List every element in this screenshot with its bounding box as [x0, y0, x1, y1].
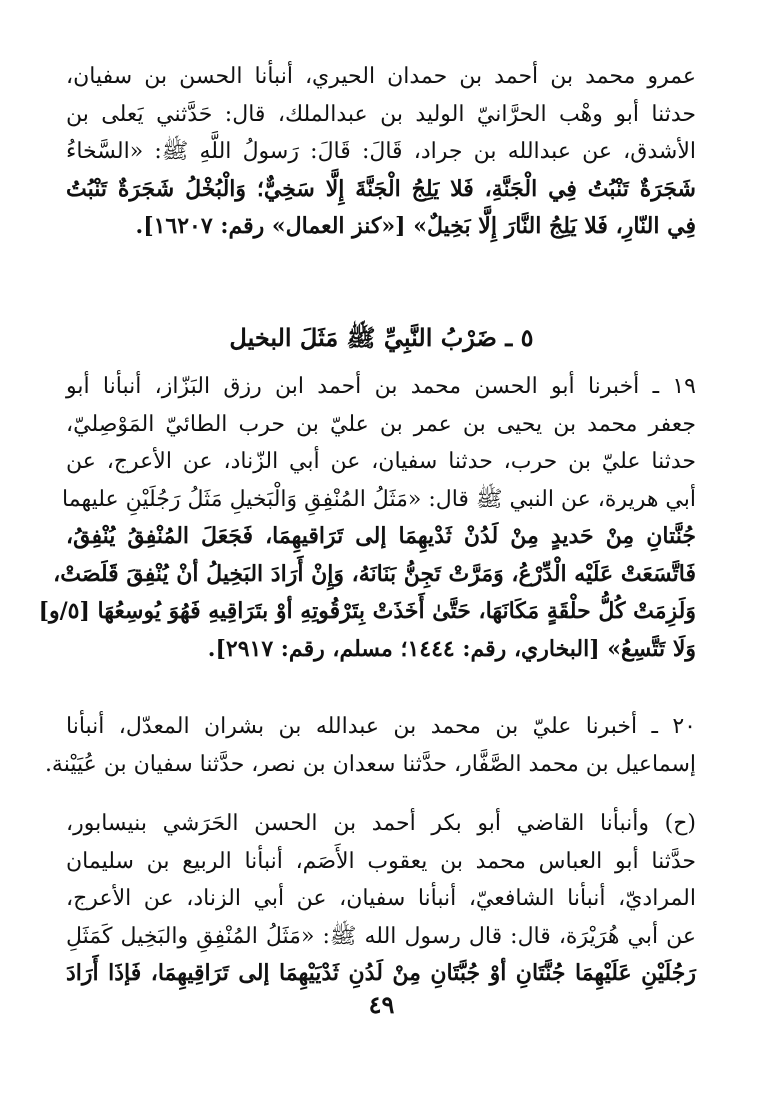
paragraph-hadith-20 — [44, 708, 696, 783]
text-line: عمرو محمد بن أحمد بن حمدان الحيري، أنبأنا الحسن بن سفيان، — [66, 64, 696, 89]
hadith-text-line: جُنَّتانِ مِنْ حَديدٍ مِنْ لَدُنْ ثَدْيهِمَا إلى تَرَاقيهِمَا، فَجَعَلَ المُنْفِقُ يُنْفِقُ، — [66, 523, 696, 549]
text-line: إسماعيل بن محمد الصَّفَّار، حدَّثنا سعدان بن نصر، حدَّثنا سفيان بن عُيَيْنة. — [44, 751, 696, 777]
text-line: جعفر محمد بن يحيى بن عمر بن عليّ بن حرب الطائيّ المَوْصِليّ، — [66, 411, 696, 437]
paragraph-hadith-19 — [38, 368, 696, 668]
text-line: حدثنا عليّ بن حرب، حدثنا سفيان، عن أبي الزّناد، عن الأعرج، عن — [66, 449, 696, 474]
page-number: ٤٩ — [368, 990, 395, 1019]
paragraph-alternate-chain — [66, 805, 696, 993]
text-line: حدثنا أبو وهْب الحرَّانيّ الوليد بن عبدالملك، قال: حَدَّثني يَعلى بن — [66, 101, 696, 127]
hadith-text-line: فَاتَّسَعَتْ عَلَيْه الْدِّرْعُ، وَمَرَّتْ تَجِنُّ بَنَانَهُ، وَإِنْ أَرَادَ البَخِيلُ أنْ يُنْفِقَ قَلَصَتْ، — [53, 560, 696, 587]
paragraph-hadith-continuation — [66, 58, 696, 246]
text-line: أبي هريرة، عن النبي ﷺ قال: «مَثَلُ المُنْفِقِ وَالْبَخيلِ مَثَلُ رَجُلَيْنِ عليهما — [62, 486, 696, 512]
text-line: ٢٠ ـ أخبرنا عليّ بن محمد بن عبدالله بن بشران المعدّل، أنبأنا — [66, 714, 696, 739]
text-line: ١٩ ـ أخبرنا أبو الحسن محمد بن أحمد ابن رزق البَزّاز، أنبأنا أبو — [66, 374, 696, 399]
text-line: الأشدق، عن عبدالله بن جراد، قَالَ: قَالَ: رَسولُ اللَّهِ ﷺ: «السَّخاءُ — [66, 139, 696, 164]
text-line: حدَّثنا أبو العباس محمد بن يعقوب الأَصَم، أنبأنا الربيع بن سليمان — [66, 848, 696, 874]
hadith-text-line: رَجُلَيْنِ عَلَيْهِمَا جُنَّتَانِ أوْ جُبَّتَانِ مِنْ لَدُنِ ثَدْيَيْهِمَا إلى تَرَاقِيهِمَا، فَإذَا أَرَادَ — [66, 960, 696, 986]
section-heading: ٥ ـ ضَرْبُ النَّبِيِّ ﷺ مَثَلَ البخيل — [229, 323, 534, 352]
hadith-text-line: فِي النّارِ، فَلا يَلِجُ النَّارَ إِلَّا بَخِيلٌ» [«كنز العمال» رقم: ١٦٢٠٧]. — [135, 213, 696, 239]
text-line: (ح) وأنبأنا القاضي أبو بكر أحمد بن الحسن الحَرَشي بنيسابور، — [66, 811, 696, 836]
text-line: عن أبي هُرَيْرَة، قال: قال رسول الله ﷺ: «مَثَلُ المُنْفِقِ والبَخِيل كَمَثَلِ — [66, 923, 696, 949]
text-line: المراديّ، أنبأنا الشافعيّ، أنبأنا سفيان، عن أبي الزناد، عن الأعرج، — [66, 886, 696, 911]
hadith-text-line: شَجَرَةٌ تَنْبُتُ فِي الْجَنَّةِ، فَلا يَلِجُ الْجَنَّةَ إِلَّا سَخِيٌّ؛ وَالْبُخْلُ شَجَرَةٌ تَنْبُتُ — [66, 175, 696, 202]
hadith-text-line: وَلَزِمَتْ كُلُّ حلْقَةٍ مَكَانَهَا، حَتَّىٰ أَخَذَتْ بِتَرْقُوتِهِ أوْ بتَرَاقِيهِ فَهُوَ يُوسِعُهَا [٥/و] — [38, 598, 696, 624]
hadith-text-line: وَلَا تَتَّسِعُ» [البخاري، رقم: ١٤٤٤؛ مسلم، رقم: ٢٩١٧]. — [207, 635, 696, 662]
